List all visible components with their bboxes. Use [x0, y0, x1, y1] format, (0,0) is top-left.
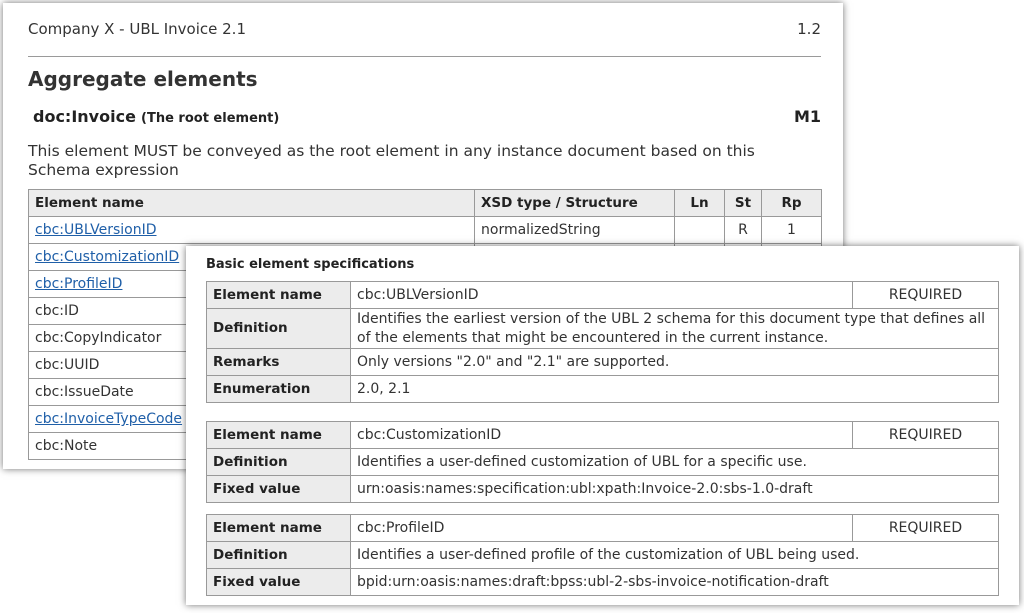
column-header-rp: Rp	[762, 190, 822, 217]
spec-element-name-value: cbc:CustomizationID	[351, 422, 853, 449]
spec-definition-value: Identifies the earliest version of the UBL 2 schema for this document type that defines all of the elements that might be encountered in the current instance.	[351, 309, 999, 349]
spec-requirement-badge: REQUIRED	[853, 515, 999, 542]
spec-label: Fixed value	[207, 476, 351, 503]
spec-requirement-badge: REQUIRED	[853, 282, 999, 309]
spec-label: Definition	[207, 542, 351, 569]
element-link-ublversionid[interactable]: cbc:UBLVersionID	[35, 222, 157, 238]
spec-fixed-value: bpid:urn:oasis:names:draft:bpss:ubl-2-sbs-invoice-notification-draft	[351, 569, 999, 596]
spec-requirement-badge: REQUIRED	[853, 422, 999, 449]
element-link-invoicetypecode[interactable]: cbc:InvoiceTypeCode	[35, 411, 183, 427]
root-element-cardinality: M1	[793, 107, 821, 126]
element-name-cell: cbc:UUID	[29, 352, 475, 379]
root-element-heading	[33, 107, 821, 129]
spec-row-fixed-value	[207, 569, 999, 596]
spec-label: Remarks	[207, 349, 351, 376]
spec-row-fixed-value	[207, 476, 999, 503]
element-name-cell: cbc:IssueDate	[29, 379, 475, 406]
elements-table-header	[29, 190, 822, 217]
spec-label: Definition	[207, 309, 351, 349]
xsd-type-cell: normalizedString	[475, 217, 675, 244]
element-spec-panel	[186, 246, 1019, 605]
root-element-qualifier: (The root element)	[141, 111, 280, 126]
element-name-cell: cbc:Note	[29, 433, 475, 460]
root-element-description: This element MUST be conveyed as the root element in any instance document based on this Schema expression	[28, 142, 755, 179]
spec-label: Element name	[207, 282, 351, 309]
spec-remarks-value: Only versions "2.0" and "2.1" are supported.	[351, 349, 999, 376]
spec-row-element-name	[207, 282, 999, 309]
element-link-profileid[interactable]: cbc:ProfileID	[35, 276, 123, 292]
spec-table-ublversionid	[206, 281, 999, 403]
spec-row-enumeration	[207, 376, 999, 403]
st-cell: R	[725, 217, 762, 244]
spec-row-definition	[207, 449, 999, 476]
spec-table-customizationid	[206, 421, 999, 503]
spec-row-definition	[207, 542, 999, 569]
document-header	[28, 18, 821, 57]
element-link-customizationid[interactable]: cbc:CustomizationID	[35, 249, 180, 265]
spec-panel-title: Basic element specifications	[206, 257, 415, 272]
spec-label: Definition	[207, 449, 351, 476]
column-header-ln: Ln	[675, 190, 725, 217]
spec-row-element-name	[207, 515, 999, 542]
ln-cell	[675, 217, 725, 244]
element-name-cell	[29, 217, 475, 244]
spec-fixed-value: urn:oasis:names:specification:ubl:xpath:Invoice-2.0:sbs-1.0-draft	[351, 476, 999, 503]
root-element-name: doc:Invoice	[33, 107, 136, 126]
column-header-xsd-type: XSD type / Structure	[475, 190, 675, 217]
column-header-st: St	[725, 190, 762, 217]
section-title: Aggregate elements	[28, 67, 258, 91]
spec-definition-value: Identifies a user-defined profile of the customization of UBL being used.	[351, 542, 999, 569]
spec-label: Element name	[207, 515, 351, 542]
document-version: 1.2	[797, 20, 821, 38]
spec-enumeration-value: 2.0, 2.1	[351, 376, 999, 403]
spec-element-name-value: cbc:UBLVersionID	[351, 282, 853, 309]
rp-cell: 1	[762, 217, 822, 244]
element-name-cell: cbc:CopyIndicator	[29, 325, 475, 352]
table-row	[29, 217, 822, 244]
spec-label: Fixed value	[207, 569, 351, 596]
spec-row-definition	[207, 309, 999, 349]
spec-table-profileid	[206, 514, 999, 596]
spec-row-remarks	[207, 349, 999, 376]
spec-definition-value: Identifies a user-defined customization of UBL for a specific use.	[351, 449, 999, 476]
spec-label: Enumeration	[207, 376, 351, 403]
column-header-element-name: Element name	[29, 190, 475, 217]
spec-row-element-name	[207, 422, 999, 449]
spec-element-name-value: cbc:ProfileID	[351, 515, 853, 542]
spec-label: Element name	[207, 422, 351, 449]
element-name-cell: cbc:ID	[29, 298, 475, 325]
document-title: Company X - UBL Invoice 2.1	[28, 20, 246, 38]
